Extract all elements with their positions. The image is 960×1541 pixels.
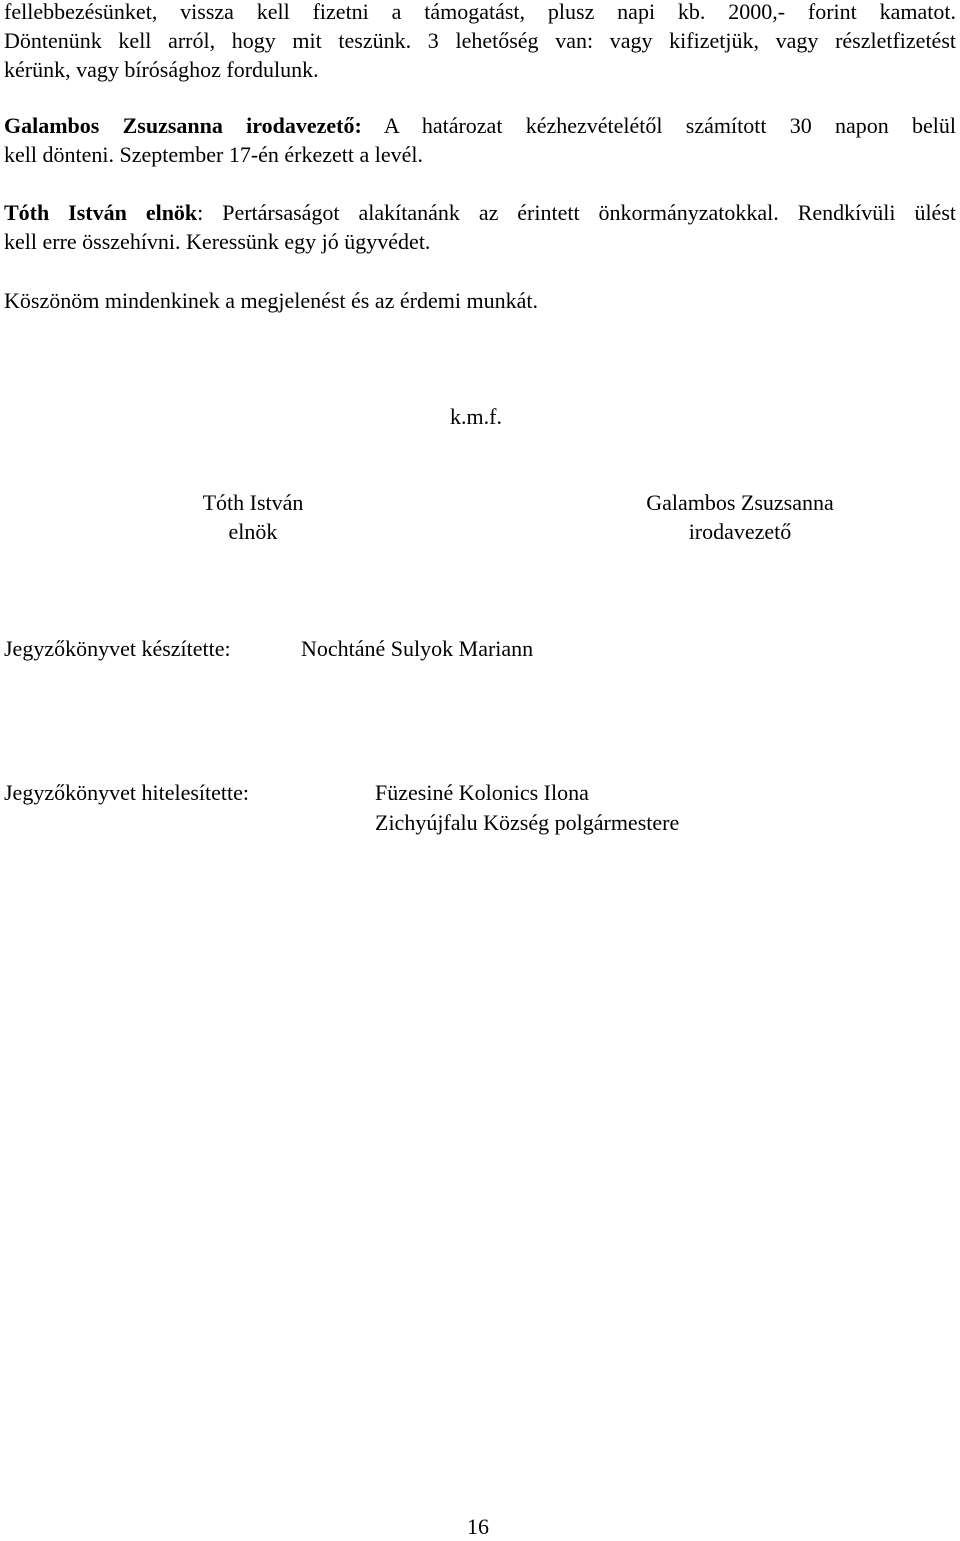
text-line: fellebbezésünket, vissza kell fizetni a támogatást, plusz napi kb. 2000,- forint kamatot. [4,0,956,24]
signature-chairman [143,488,363,546]
text-line: kell erre összehívni. Keressünk egy jó ügyvédet. [4,229,431,254]
text-line: kérünk, vagy bírósághoz fordulunk. [4,57,319,82]
text-line: Döntenünk kell arról, hogy mit teszünk. 3 lehetőség van: vagy kifizetjük, vagy részletfizetést [4,28,956,53]
signatory-title: irodavezető [688,519,792,544]
minutes-taker-name: Nochtáné Sulyok Mariann [301,636,534,661]
paragraph-deadline [4,111,956,169]
paragraph-fine-repayment [4,0,956,84]
speech-text: A határozat kézhezvételétől számított 30 napon belül [361,113,957,138]
signature-office-head [600,488,880,546]
text-line: kell dönteni. Szeptember 17-én érkezett a levél. [4,142,424,167]
signatory-name: Tóth István [202,490,304,515]
speech-text: : Pertársaságot alakítanánk az érintett önkormányzatokkal. Rendkívüli ülést [197,200,956,225]
text-line [4,111,956,140]
paragraph-lawsuit [4,198,956,256]
authenticator-label: Jegyzőkönyvet hitelesítette: [4,780,249,805]
page-number: 16 [467,1514,489,1539]
closing-remark: Köszönöm mindenkinek a megjelenést és az érdemi munkát. [4,288,538,313]
text-line [4,198,956,227]
authenticator-title: Zichyújfalu Község polgármestere [375,810,680,835]
kmf-mark: k.m.f. [450,404,502,429]
signatory-name: Galambos Zsuzsanna [646,490,834,515]
authenticator-name: Füzesiné Kolonics Ilona [375,780,589,805]
speaker-name: Galambos Zsuzsanna irodavezető: [4,113,362,138]
signatory-title: elnök [228,519,278,544]
speaker-name: Tóth István elnök [4,200,198,225]
minutes-taker-label: Jegyzőkönyvet készítette: [4,636,231,661]
